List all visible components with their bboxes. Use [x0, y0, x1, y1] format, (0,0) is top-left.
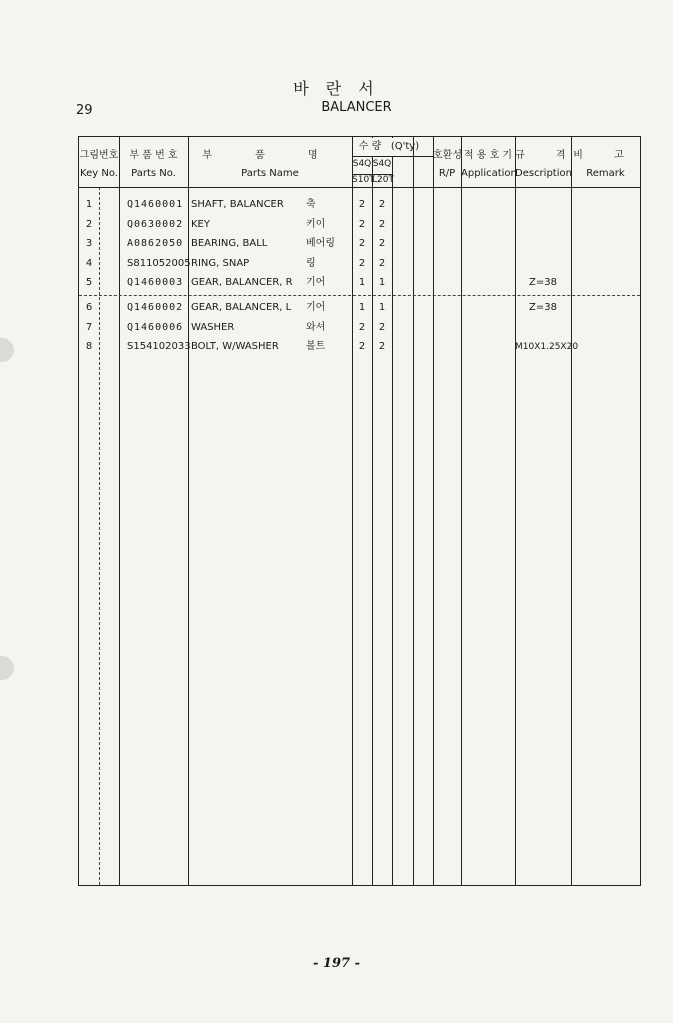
row-qty-1: 2 — [358, 219, 366, 230]
row-key: 2 — [85, 219, 93, 230]
row-parts-no: Q1460003 — [127, 277, 184, 288]
header-qty-col2-line1: S4Q — [372, 159, 392, 169]
header-rp-ko: 호환성 — [433, 150, 462, 161]
row-qty-1: 2 — [358, 238, 366, 249]
binder-hole — [0, 656, 14, 680]
row-key: 5 — [85, 277, 93, 288]
header-parts-name-ko: 부 품 명 — [202, 150, 338, 161]
header-description-en: Description — [515, 168, 572, 179]
row-name-en: KEY — [191, 219, 210, 230]
row-qty-2: 2 — [378, 258, 386, 269]
table-row — [79, 277, 640, 291]
row-name-en: RING, SNAP — [191, 258, 250, 269]
row-qty-2: 2 — [378, 199, 386, 210]
row-qty-2: 1 — [378, 277, 386, 288]
page-title-english: BALANCER — [321, 100, 392, 115]
header-qty-en: (Q'ty) — [390, 141, 420, 152]
header-parts-no-en: Parts No. — [131, 168, 176, 179]
row-parts-no: Q1460006 — [127, 322, 184, 333]
row-key: 8 — [85, 341, 93, 352]
header-remark-ko: 비 고 — [573, 150, 638, 161]
binder-hole — [0, 338, 14, 362]
row-qty-1: 2 — [358, 258, 366, 269]
row-name-ko: 기어 — [306, 277, 326, 288]
header-key-no-en: Key No. — [80, 168, 118, 179]
row-qty-2: 2 — [378, 238, 386, 249]
table-row — [79, 258, 640, 272]
header-parts-name-en: Parts Name — [241, 168, 299, 179]
row-qty-2: 2 — [378, 341, 386, 352]
row-name-en: GEAR, BALANCER, R — [191, 277, 293, 288]
row-description: Z=38 — [529, 277, 557, 288]
row-qty-2: 1 — [378, 302, 386, 313]
row-name-ko: 키이 — [306, 219, 326, 230]
row-description: M10X1.25X20 — [515, 342, 579, 352]
row-key: 1 — [85, 199, 93, 210]
header-qty-col2-line2: L20T — [372, 175, 394, 185]
row-name-ko: 축 — [306, 199, 316, 210]
table-row — [79, 302, 640, 316]
row-qty-1: 1 — [358, 277, 366, 288]
row-name-ko: 와셔 — [306, 322, 326, 333]
row-parts-no: S154102033 — [127, 341, 191, 352]
row-name-ko: 기어 — [306, 302, 326, 313]
row-key: 4 — [85, 258, 93, 269]
row-description: Z=38 — [529, 302, 557, 313]
header-qty-ko: 수 량 — [358, 141, 382, 152]
row-qty-1: 2 — [358, 341, 366, 352]
row-qty-2: 2 — [378, 219, 386, 230]
page-number-top: 29 — [76, 103, 93, 118]
table-row — [79, 219, 640, 233]
row-key: 6 — [85, 302, 93, 313]
page-number-bottom: - 197 - — [313, 956, 360, 971]
row-key: 7 — [85, 322, 93, 333]
row-name-en: GEAR, BALANCER, L — [191, 302, 292, 313]
row-qty-2: 2 — [378, 322, 386, 333]
header-application-en: Application — [461, 168, 517, 179]
parts-table — [78, 136, 641, 886]
header-description-ko: 규 격 — [515, 150, 580, 161]
row-parts-no: Q1460002 — [127, 302, 184, 313]
header-qty-col1-line2: S10T — [352, 175, 375, 185]
row-name-en: BOLT, W/WASHER — [191, 341, 279, 352]
page-title-korean: 바 란 서 — [293, 79, 380, 98]
header-rp-en: R/P — [438, 168, 456, 179]
row-qty-1: 1 — [358, 302, 366, 313]
row-key: 3 — [85, 238, 93, 249]
row-name-en: WASHER — [191, 322, 235, 333]
row-name-en: BEARING, BALL — [191, 238, 268, 249]
row-qty-1: 2 — [358, 199, 366, 210]
row-name-en: SHAFT, BALANCER — [191, 199, 284, 210]
header-application-ko: 적 용 호 기 — [463, 150, 513, 161]
row-parts-no: A0862050 — [127, 238, 184, 249]
row-parts-no: Q0630002 — [127, 219, 184, 230]
row-qty-1: 2 — [358, 322, 366, 333]
row-name-ko: 볼트 — [306, 341, 326, 352]
table-row — [79, 199, 640, 213]
header-qty-col1-line1: S4Q — [352, 159, 372, 169]
header-key-no-ko: 그림번호 — [79, 150, 119, 161]
table-row — [79, 238, 640, 252]
row-name-ko: 베어링 — [306, 238, 335, 249]
row-parts-no: S811052005 — [127, 258, 191, 269]
table-row — [79, 341, 640, 355]
header-parts-no-ko: 부 품 번 호 — [129, 150, 178, 161]
row-parts-no: Q1460001 — [127, 199, 184, 210]
table-row — [79, 322, 640, 336]
header-remark-en: Remark — [586, 168, 625, 179]
row-name-ko: 링 — [306, 258, 316, 269]
